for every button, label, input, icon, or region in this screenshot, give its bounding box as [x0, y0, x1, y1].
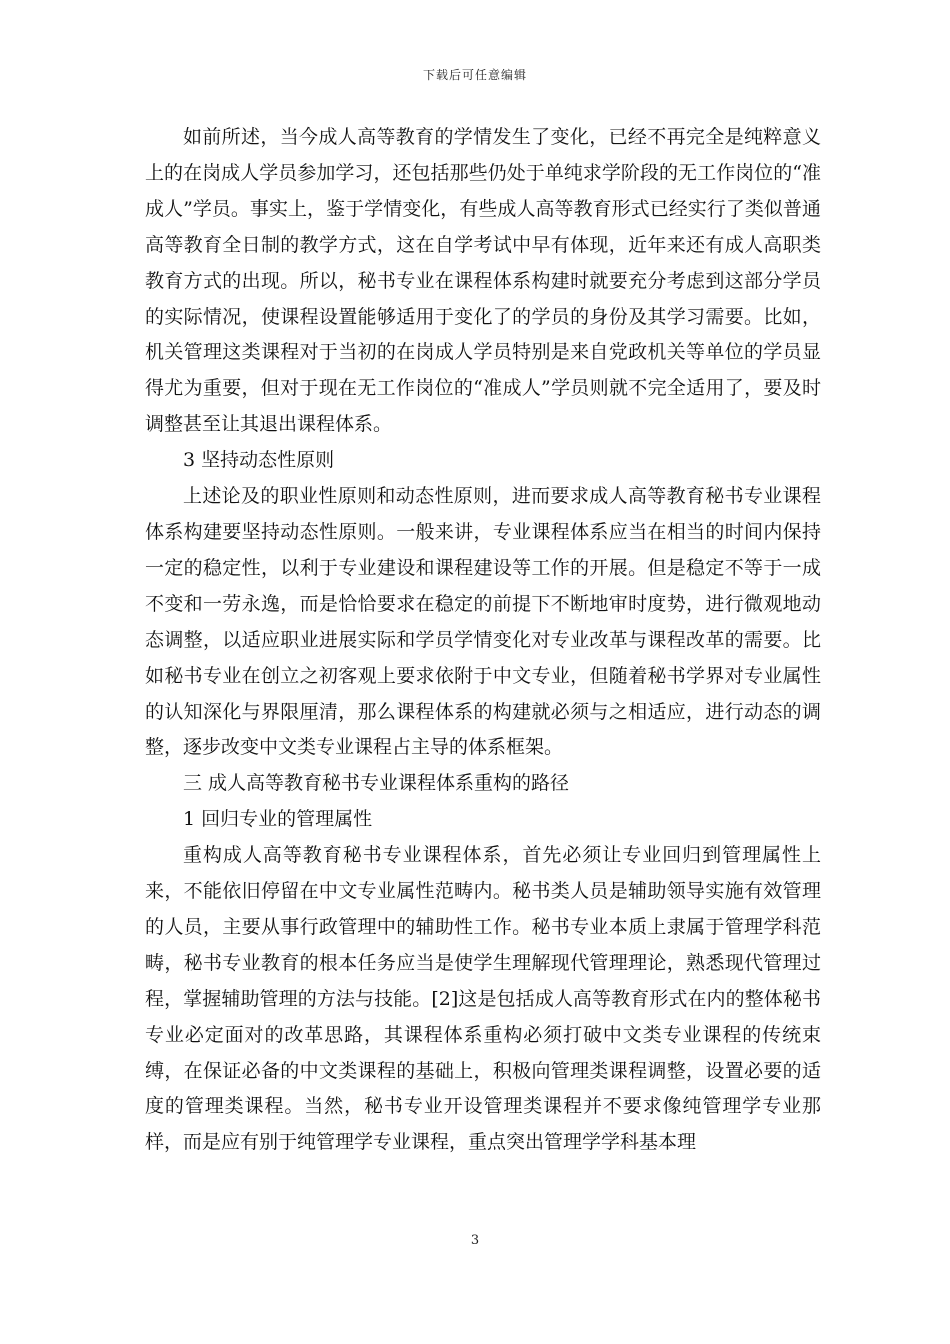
- section-heading-restructure-path: 三 成人高等教育秘书专业课程体系重构的路径: [183, 772, 570, 795]
- paragraph-learner-situation: 如前所述，当今成人高等教育的学情发生了变化，已经不再完全是纯粹意义上的在岗成人学员参加学习，还包括那些仍处于单纯求学阶段的无工作岗位的“准成人”学员。事实上，鉴于学情变化，有些成人高等教育形式已经实行了类似普通高等教育全日制的教学方式，这在自学考试中早有体现，近年来还有成人高职类教育方式的出现。所以，秘书专业在课程体系构建时就要充分考虑到这部分学员的实际情况，使课程设置能够适用于变化了的学员的身份及其学习需要。比如，机关管理这类课程对于当初的在岗成人学员特别是来自党政机关等单位的学员显得尤为重要，但对于现在无工作岗位的“准成人”学员则就不完全适用了，要及时调整甚至让其退出课程体系。: [145, 126, 821, 436]
- paragraph-dynamic-principle: 上述论及的职业性原则和动态性原则，进而要求成人高等教育秘书专业课程体系构建要坚持动态性原则。一般来讲，专业课程体系应当在相当的时间内保持一定的稳定性，以利于专业建设和课程建设等工作的开展。但是稳定不等于一成不变和一劳永逸，而是恰恰要求在稳定的前提下不断地审时度势，进行微观地动态调整，以适应职业进展实际和学员学情变化对专业改革与课程改革的需要。比如秘书专业在创立之初客观上要求依附于中文专业，但随着秘书学界对专业属性的认知深化与界限厘清，那么课程体系的构建就必须与之相适应，进行动态的调整，逐步改变中文类专业课程占主导的体系框架。: [145, 485, 821, 759]
- page-header: 下载后可任意编辑: [422, 68, 527, 82]
- section-heading-management-attribute: 1 回归专业的管理属性: [183, 808, 373, 831]
- section-heading-dynamic-principle: 3 坚持动态性原则: [183, 449, 335, 472]
- paragraph-management-attribute: 重构成人高等教育秘书专业课程体系，首先必须让专业回归到管理属性上来，不能依旧停留在中文专业属性范畴内。秘书类人员是辅助领导实施有效管理的人员，主要从事行政管理中的辅助性工作。秘书专业本质上隶属于管理学科范畴，秘书专业教育的根本任务应当是使学生理解现代管理理论，熟悉现代管理过程，掌握辅助管理的方法与技能。[2]这是包括成人高等教育形式在内的整体秘书专业必定面对的改革思路，其课程体系重构必须打破中文类专业课程的传统束缚，在保证必备的中文类课程的基础上，积极向管理类课程调整，设置必要的适度的管理类课程。当然，秘书专业开设管理类课程并不要求像纯管理学专业那样，而是应有别于纯管理学专业课程，重点突出管理学学科基本理: [145, 844, 821, 1154]
- body-text: [145, 120, 821, 1161]
- page-number: 3: [470, 1233, 480, 1248]
